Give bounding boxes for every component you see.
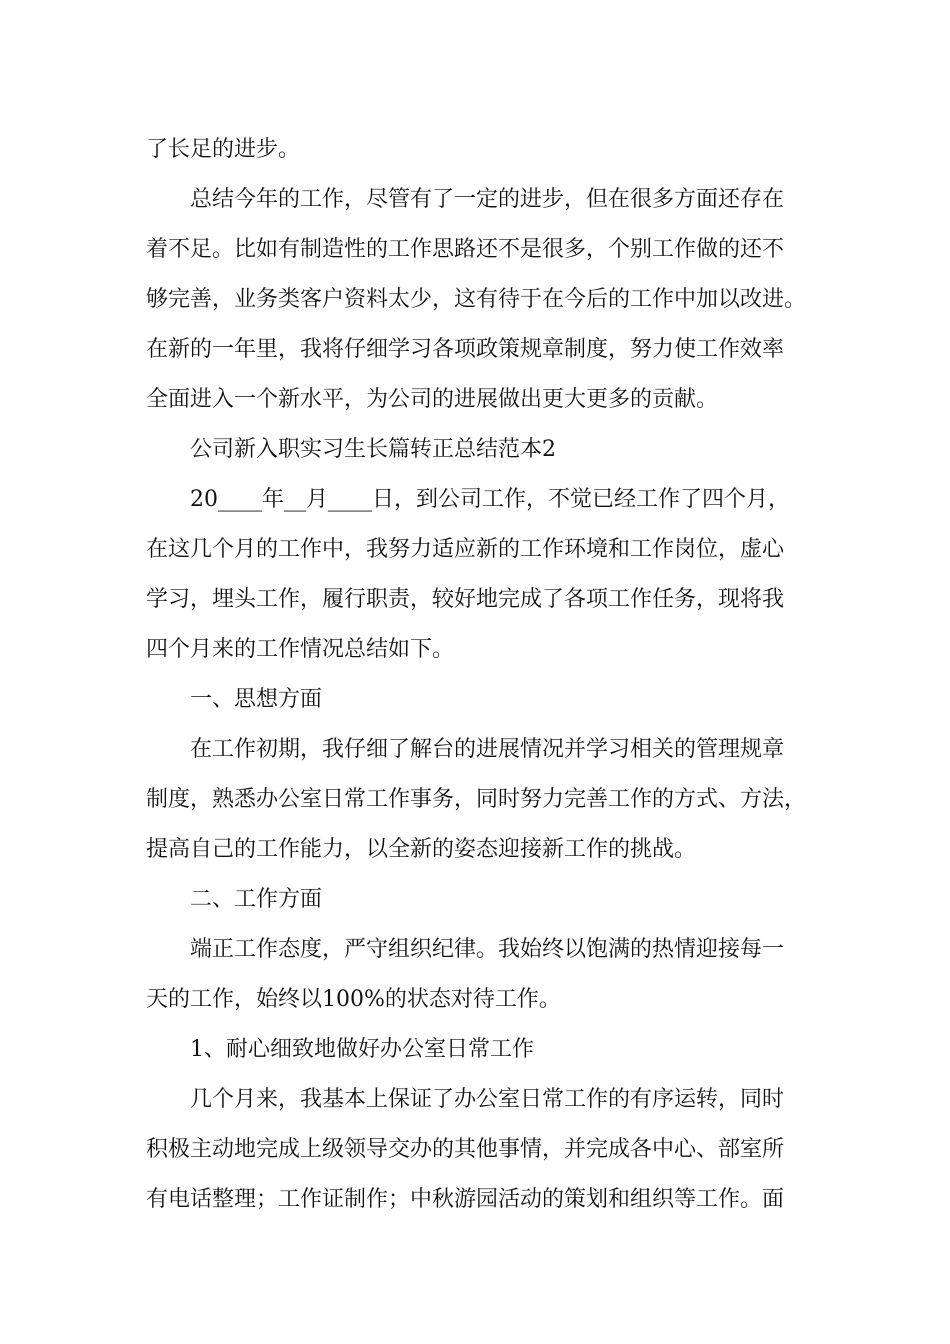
paragraph-start-line: 总结今年的工作，尽管有了一定的进步，但在很多方面还存在 <box>190 187 785 212</box>
text-line: 积极主动地完成上级领导交办的其他事情，并完成各中心、部室所 <box>146 1137 785 1162</box>
text-line: 天的工作，始终以100%的状态对待工作。 <box>146 987 561 1012</box>
text-line: 在这几个月的工作中，我努力适应新的工作环境和工作岗位，虚心 <box>146 537 785 562</box>
paragraph-start-line: 20____年__月____日，到公司工作，不觉已经工作了四个月， <box>190 487 790 512</box>
text-line: 制度，熟悉办公室日常工作事务，同时努力完善工作的方式、方法， <box>146 787 807 812</box>
text-line: 全面进入一个新水平，为公司的进展做出更大更多的贡献。 <box>146 387 719 412</box>
section-title: 公司新入职实习生长篇转正总结范本2 <box>190 437 556 462</box>
paragraph-start-line: 在工作初期，我仔细了解台的进展情况并学习相关的管理规章 <box>190 737 785 762</box>
text-line: 在新的一年里，我将仔细学习各项政策规章制度，努力使工作效率 <box>146 337 785 362</box>
section-heading: 一、思想方面 <box>190 687 323 712</box>
text-line: 了长足的进步。 <box>146 137 301 162</box>
paragraph-start-line: 端正工作态度，严守组织纪律。我始终以饱满的热情迎接每一 <box>190 937 785 962</box>
subsection-heading: 1、耐心细致地做好办公室日常工作 <box>190 1037 534 1062</box>
text-line: 着不足。比如有制造性的工作思路还不是很多，个别工作做的还不 <box>146 237 785 262</box>
text-line: 够完善，业务类客户资料太少，这有待于在今后的工作中加以改进。 <box>146 287 807 312</box>
section-heading: 二、工作方面 <box>190 887 323 912</box>
text-line: 有电话整理；工作证制作；中秋游园活动的策划和组织等工作。面 <box>146 1187 785 1212</box>
text-line: 提高自己的工作能力，以全新的姿态迎接新工作的挑战。 <box>146 837 697 862</box>
paragraph-start-line: 几个月来，我基本上保证了办公室日常工作的有序运转，同时 <box>190 1087 785 1112</box>
text-line: 学习，埋头工作，履行职责，较好地完成了各项工作任务，现将我 <box>146 587 785 612</box>
text-line: 四个月来的工作情况总结如下。 <box>146 637 455 662</box>
